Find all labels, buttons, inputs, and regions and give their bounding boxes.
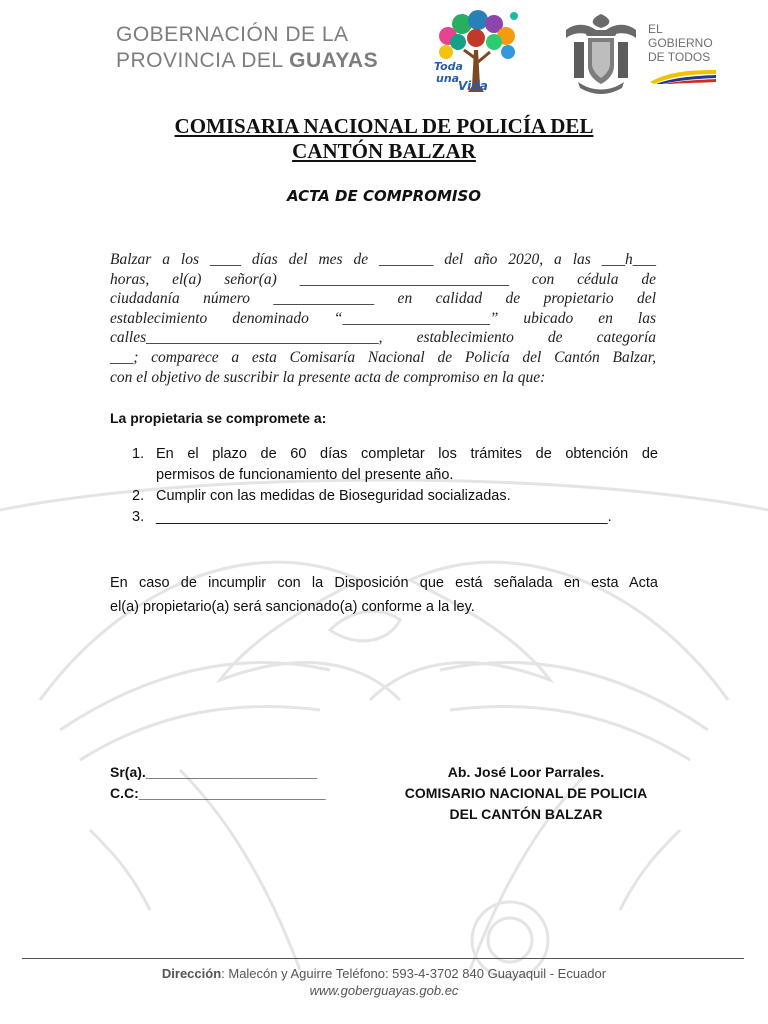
commitment-heading: La propietaria se compromete a: [110,410,327,426]
list-item [110,486,658,507]
intro-line: con el objetivo de suscribir la presente acta de compromiso en la que: [110,368,546,386]
org-name-line1: GOBERNACIÓN DE LA [116,23,349,46]
signature-name-field: Sr(a).______________________ [110,764,318,780]
toda-una-vida-text: Toda [434,60,463,73]
toda-una-vida-logo [428,6,524,98]
ecuador-coat-of-arms-icon [562,12,640,94]
intro-line: horas, el(a) señor(a) ___________________________ con cédula de [110,270,656,288]
svg-text:Vida: Vida [458,79,488,93]
intro-paragraph [110,250,656,387]
list-item-number: 1. [132,446,145,462]
footer-divider [22,958,744,959]
list-item-blank: ________________________________________________________. [156,509,612,525]
list-item-text: Cumplir con las medidas de Bioseguridad socializadas. [156,488,511,504]
intro-line: ciudadanía número _____________ en calidad de propietario del [110,290,656,308]
gobierno-logo-line3: DE TODOS [648,50,711,64]
footer-website: www.goberguayas.gob.ec [309,983,459,998]
signatory-title-line1: COMISARIO NACIONAL DE POLICIA [404,785,648,801]
document-title [100,114,668,164]
closing-line: En caso de incumplir con la Disposición que está señalada en esta Acta [110,575,658,591]
org-name-line2-prefix: PROVINCIA DEL [116,49,290,72]
list-item-text: En el plazo de 60 días completar los trámites de obtención de [156,446,658,462]
org-name-line2 [116,48,416,74]
list-item-number: 2. [132,488,145,504]
gobierno-logo-line2: GOBIERNO [648,36,713,50]
intro-line: calles______________________________, establecimiento de categoría [110,329,656,347]
list-item-number: 3. [132,509,145,525]
document-subtitle: ACTA DE COMPROMISO [286,187,482,205]
footer-address [0,966,768,981]
list-item-text: permisos de funcionamiento del presente año. [156,467,454,483]
closing-paragraph [110,571,658,619]
intro-line: establecimiento denominado “___________________” ubicado en las [110,309,656,327]
closing-line: el(a) propietario(a) será sancionado(a) conforme a la ley. [110,599,475,615]
signature-block-left [110,762,326,804]
gobernacion-logo-text [116,22,416,74]
signatory-name: Ab. José Loor Parrales. [447,764,605,780]
org-name-line2-bold: GUAYAS [289,49,379,72]
list-item [110,444,658,486]
signature-id-field: C.C:________________________ [110,785,326,801]
commitment-list [110,444,658,528]
intro-line: Balzar a los ____ días del mes de _______ del año 2020, a las ___h___ [110,251,656,268]
signature-block-right [374,762,678,825]
gobierno-logo-line1: EL [648,22,663,36]
signatory-title-line2: DEL CANTÓN BALZAR [449,806,603,822]
list-item [110,507,658,528]
footer-address-text: : Malecón y Aguirre Teléfono: 593-4-3702 840 Guayaquil - Ecuador [221,966,607,981]
document-title-line1: COMISARIA NACIONAL DE POLICÍA DEL [174,114,594,138]
svg-text:una: una [436,72,460,85]
footer-address-label: Dirección [161,966,222,981]
document-title-line2: CANTÓN BALZAR [292,139,476,163]
gobierno-de-todos-logo [648,22,728,84]
intro-line: ___; comparece a esta Comisaría Nacional de Policía del Cantón Balzar, [110,348,656,366]
flag-stripes-icon [648,68,718,84]
